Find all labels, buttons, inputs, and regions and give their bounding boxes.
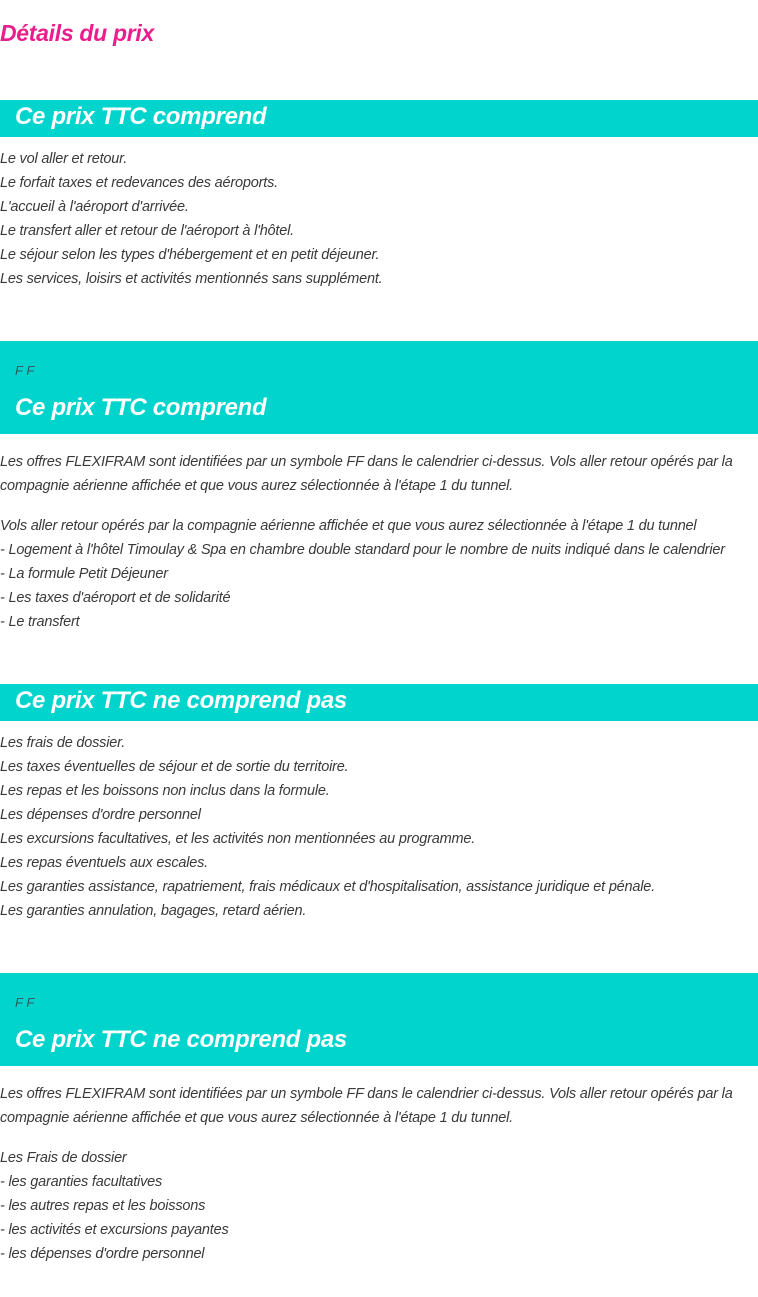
- list-item: - les dépenses d'ordre personnel: [0, 1246, 205, 1262]
- ff-excludes-list: [0, 1146, 750, 1266]
- list-item: - Le transfert: [0, 614, 80, 630]
- ff-label: F F: [15, 995, 35, 1010]
- includes-list: [0, 147, 750, 291]
- list-item: - les activités et excursions payantes: [0, 1222, 229, 1238]
- list-item: Les frais de dossier.: [0, 735, 126, 751]
- list-item: Les excursions facultatives, et les activités non mentionnées au programme.: [0, 831, 476, 847]
- list-item: Le séjour selon les types d'hébergement et en petit déjeuner.: [0, 247, 380, 263]
- ff-intro: Les offres FLEXIFRAM sont identifiées par un symbole FF dans le calendrier ci-dessus. Vols aller retour opérés par la compagnie aérienne affichée et que vous aurez sélectionnée à l'étape 1 du tunnel.: [0, 454, 733, 494]
- list-item: Les garanties annulation, bagages, retard aérien.: [0, 903, 307, 919]
- excludes-list: [0, 731, 750, 923]
- ff-includes-list: [0, 514, 750, 634]
- section-header-ff-excludes: [0, 973, 758, 1066]
- list-item: Le forfait taxes et redevances des aéroports.: [0, 175, 278, 191]
- list-item: - Logement à l'hôtel Timoulay & Spa en chambre double standard pour le nombre de nuits indiqué dans le calendrier: [0, 542, 725, 558]
- list-item: Les Frais de dossier: [0, 1150, 127, 1166]
- list-item: Vols aller retour opérés par la compagnie aérienne affichée et que vous aurez sélectionnée à l'étape 1 du tunnel: [0, 518, 697, 534]
- list-item: - Les taxes d'aéroport et de solidarité: [0, 590, 231, 606]
- list-item: L'accueil à l'aéroport d'arrivée.: [0, 199, 189, 215]
- section-title: Ce prix TTC ne comprend pas: [15, 1026, 347, 1053]
- list-item: - La formule Petit Déjeuner: [0, 566, 168, 582]
- list-item: Les services, loisirs et activités mentionnés sans supplément.: [0, 271, 383, 287]
- section-title: Ce prix TTC ne comprend pas: [15, 687, 347, 714]
- section-header-excludes: [0, 684, 758, 721]
- list-item: - les autres repas et les boissons: [0, 1198, 206, 1214]
- section-header-includes: [0, 100, 758, 137]
- list-item: Les taxes éventuelles de séjour et de sortie du territoire.: [0, 759, 349, 775]
- list-item: Le transfert aller et retour de l'aéroport à l'hôtel.: [0, 223, 294, 239]
- section-title: Ce prix TTC comprend: [15, 103, 267, 130]
- list-item: Les repas et les boissons non inclus dans la formule.: [0, 783, 330, 799]
- section-header-ff-includes: [0, 341, 758, 434]
- ff-label: F F: [15, 363, 35, 378]
- list-item: - les garanties facultatives: [0, 1174, 163, 1190]
- list-item: Les dépenses d'ordre personnel: [0, 807, 201, 823]
- list-item: Le vol aller et retour.: [0, 151, 128, 167]
- list-item: Les repas éventuels aux escales.: [0, 855, 209, 871]
- section-title: Ce prix TTC comprend: [15, 394, 267, 421]
- ff-intro: Les offres FLEXIFRAM sont identifiées par un symbole FF dans le calendrier ci-dessus. Vols aller retour opérés par la compagnie aérienne affichée et que vous aurez sélectionnée à l'étape 1 du tunnel.: [0, 1086, 733, 1126]
- list-item: Les garanties assistance, rapatriement, frais médicaux et d'hospitalisation, assistance juridique et pénale.: [0, 879, 655, 895]
- page-title: Détails du prix: [0, 20, 154, 46]
